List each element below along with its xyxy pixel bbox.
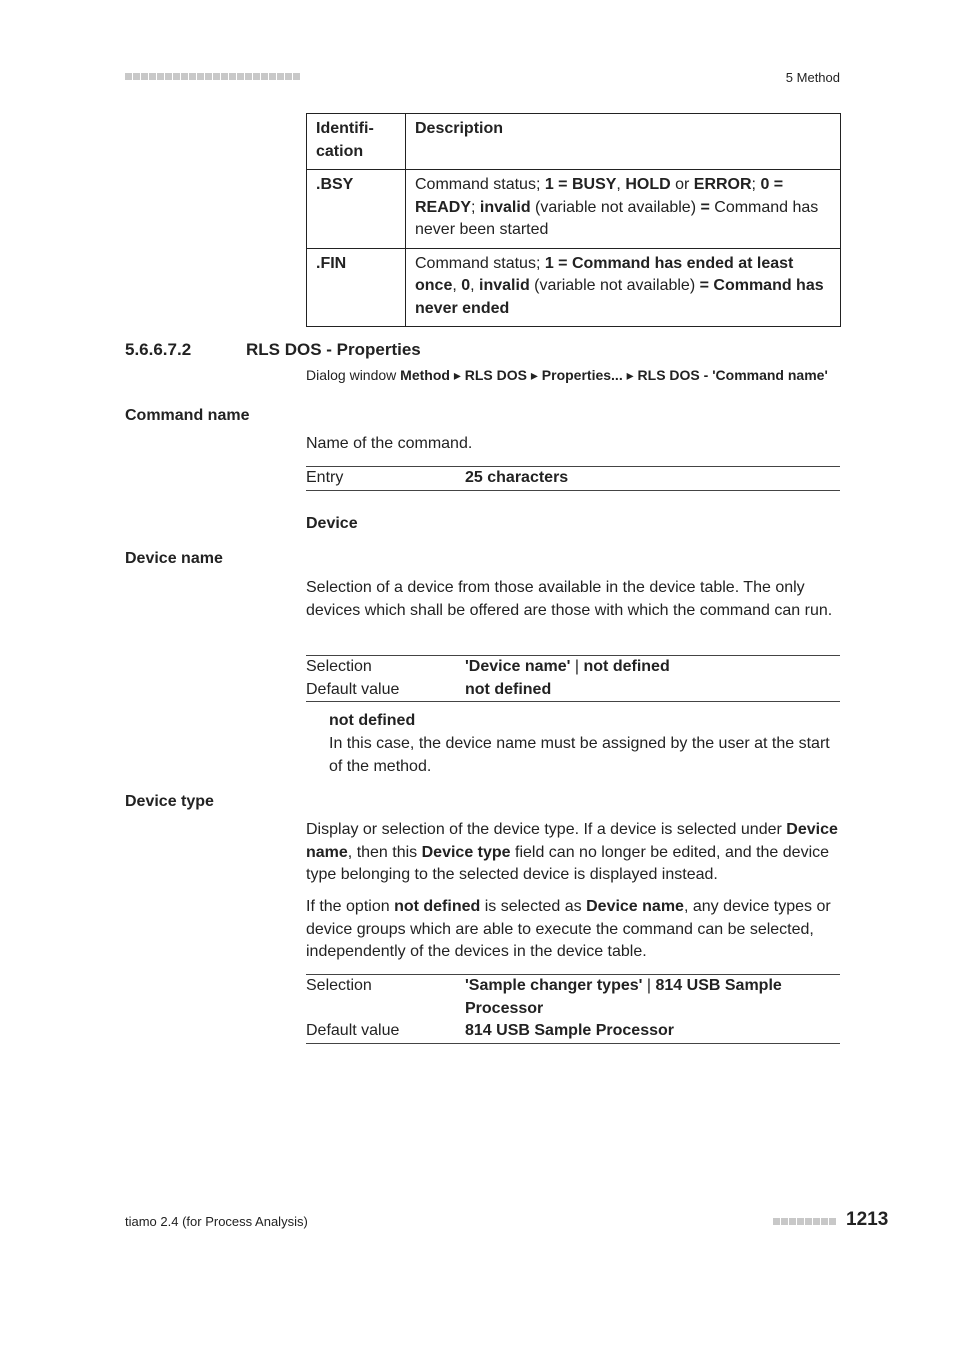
- entry-value: 25 characters: [465, 469, 569, 486]
- selection-option: 'Sample changer types': [465, 977, 643, 994]
- breadcrumb: Dialog window Method ▸ RLS DOS ▸ Properties... ▸ RLS DOS - 'Command name': [306, 367, 828, 383]
- selection-separator: |: [642, 977, 656, 994]
- table-cell-id: .BSY: [307, 170, 406, 249]
- default-key: Default value: [306, 1022, 400, 1039]
- selection-key: Selection: [306, 977, 372, 994]
- header-decoration: [125, 73, 300, 80]
- device-heading: Device: [306, 515, 358, 532]
- entry-key: Entry: [306, 469, 344, 486]
- table-header-description: Description: [406, 114, 841, 170]
- section-title: RLS DOS - Properties: [246, 340, 421, 359]
- table-header-identification: Identifi- cation: [307, 114, 406, 170]
- default-key: Default value: [306, 680, 400, 698]
- header-section: 5 Method: [785, 70, 840, 85]
- table-row: [306, 467, 840, 490]
- selection-option: not defined: [583, 658, 670, 675]
- table-row: [307, 248, 841, 327]
- section-number: 5.6.6.7.2: [125, 340, 192, 359]
- option-description: In this case, the device name must be assigned by the user at the start of the method.: [329, 735, 830, 775]
- option-title: not defined: [329, 712, 416, 729]
- selection-option: 814 USB Sample Processor: [465, 977, 782, 1017]
- footer-decoration: [773, 1218, 836, 1225]
- table-row: [306, 1020, 840, 1043]
- device-type-description: Display or selection of the device type. If a device is selected under Device name, then this Device type field can no longer be edited, and the device type belonging to the selected device is displayed instead.: [306, 821, 838, 883]
- default-value: 814 USB Sample Processor: [465, 1022, 674, 1039]
- command-name-entry-table: [306, 466, 840, 491]
- selection-key: Selection: [306, 658, 372, 675]
- page-number: 1213: [846, 1209, 889, 1230]
- command-name-label: Command name: [125, 407, 250, 424]
- device-name-description: Selection of a device from those available in the device table. The only devices which shall be offered are those with which the command can run.: [306, 579, 833, 619]
- selection-value: [465, 656, 840, 679]
- device-name-label: Device name: [125, 550, 223, 567]
- footer-product: tiamo 2.4 (for Process Analysis): [125, 1214, 308, 1229]
- table-cell-description: Command status; 1 = BUSY, HOLD or ERROR; 0 = READY; invalid (variable not available) = Command has never been started: [406, 170, 841, 249]
- device-type-label: Device type: [125, 793, 214, 810]
- table-header-row: [307, 114, 841, 170]
- device-type-note: If the option not defined is selected as Device name, any device types or device groups which are able to execute the command can be selected, independently of the devices in the device table.: [306, 898, 831, 960]
- table-row: [306, 975, 840, 1020]
- device-name-value-table: [306, 655, 840, 702]
- table-row: [306, 656, 840, 679]
- device-type-value-table: [306, 974, 840, 1044]
- table-cell-id: .FIN: [307, 248, 406, 327]
- selection-value: [465, 975, 840, 1020]
- default-value: not defined: [465, 680, 552, 698]
- selection-separator: |: [570, 658, 584, 675]
- table-row: [306, 679, 840, 702]
- command-name-description: Name of the command.: [306, 435, 473, 452]
- identification-table: [306, 113, 841, 327]
- selection-option: 'Device name': [465, 658, 571, 675]
- table-cell-description: Command status; 1 = Command has ended at least once, 0, invalid (variable not available) = Command has never ended: [406, 248, 841, 327]
- table-row: [307, 170, 841, 249]
